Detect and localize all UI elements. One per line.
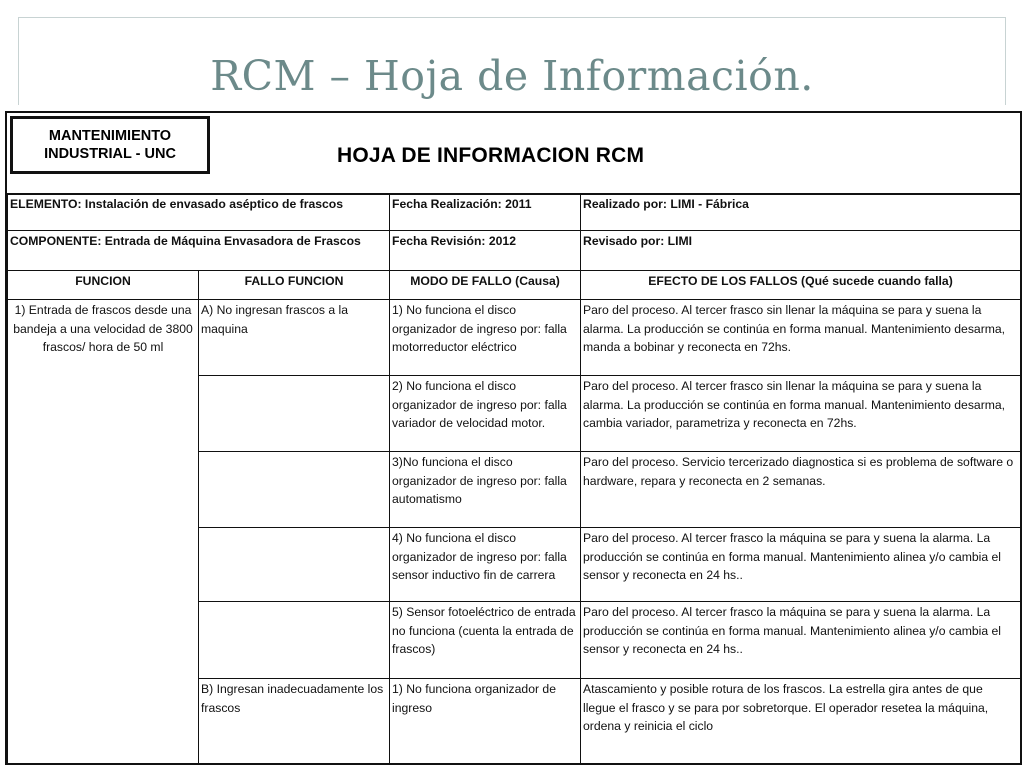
slide-title: RCM – Hoja de Información.	[210, 52, 814, 100]
efecto-cell: Paro del proceso. Al tercer frasco la máquina se para y suena la alarma. La producción se continúa en forma manual. Mantenimiento alinea y/o cambia el sensor y reconecta en 24 hs..	[581, 528, 1021, 602]
organization-line-1: MANTENIMIENTO	[48, 128, 172, 144]
meta-row-componente	[8, 231, 1021, 271]
efecto-cell: Paro del proceso. Al tercer frasco sin llenar la máquina se para y suena la alarma. La producción se continúa en forma manual. Mantenimiento desarma, manda a bobinar y reconecta en 72hs.	[581, 300, 1021, 376]
efecto-cell: Atascamiento y posible rotura de los frascos. La estrella gira antes de que llegue el frasco y se para por sobretorque. El operador resetea la máquina, ordena y reinicia el ciclo	[581, 679, 1021, 765]
realizado-por-cell: Realizado por: LIMI - Fábrica	[581, 194, 1021, 231]
document-heading: HOJA DE INFORMACION RCM	[337, 144, 645, 167]
modo-de-fallo-cell: 4) No funciona el disco organizador de ingreso por: falla sensor inductivo fin de carrera	[390, 528, 581, 602]
column-header-funcion: FUNCION	[8, 271, 199, 300]
fallo-funcion-empty-cell	[199, 602, 390, 679]
fallo-funcion-empty-cell	[199, 528, 390, 602]
modo-de-fallo-cell: 1) No funciona organizador de ingreso	[390, 679, 581, 765]
modo-de-fallo-cell: 5) Sensor fotoeléctrico de entrada no funciona (cuenta la entrada de frascos)	[390, 602, 581, 679]
revisado-por-cell: Revisado por: LIMI	[581, 231, 1021, 271]
column-header-row	[8, 271, 1021, 300]
fallo-funcion-empty-cell	[199, 452, 390, 528]
table-row	[8, 300, 1021, 376]
column-header-modo-de-fallo: MODO DE FALLO (Causa)	[390, 271, 581, 300]
modo-de-fallo-cell: 3)No funciona el disco organizador de ingreso por: falla automatismo	[390, 452, 581, 528]
sheet-header	[7, 113, 1020, 195]
funcion-cell: 1) Entrada de frascos desde una bandeja a una velocidad de 3800 frascos/ hora de 50 ml	[8, 300, 199, 765]
efecto-cell: Paro del proceso. Servicio tercerizado diagnostica si es problema de software o hardware, repara y reconecta en 2 semanas.	[581, 452, 1021, 528]
elemento-cell: ELEMENTO: Instalación de envasado aséptico de frascos	[8, 194, 390, 231]
modo-de-fallo-cell: 2) No funciona el disco organizador de ingreso por: falla variador de velocidad motor.	[390, 376, 581, 452]
efecto-cell: Paro del proceso. Al tercer frasco sin llenar la máquina se para y suena la alarma. La producción se continúa en forma manual. Mantenimiento desarma, cambia variador, parametriza y reconecta en 72hs.	[581, 376, 1021, 452]
fecha-revision-cell: Fecha Revisión: 2012	[390, 231, 581, 271]
fallo-funcion-a-cell: A) No ingresan frascos a la maquina	[199, 300, 390, 376]
organization-line-2: INDUSTRIAL - UNC	[44, 146, 176, 162]
fecha-realizacion-cell: Fecha Realización: 2011	[390, 194, 581, 231]
modo-de-fallo-cell: 1) No funciona el disco organizador de ingreso por: falla motorreductor eléctrico	[390, 300, 581, 376]
rcm-table	[7, 193, 1021, 765]
column-header-efecto: EFECTO DE LOS FALLOS (Qué sucede cuando falla)	[581, 271, 1021, 300]
meta-row-elemento	[8, 194, 1021, 231]
organization-box	[10, 116, 210, 174]
fallo-funcion-empty-cell	[199, 376, 390, 452]
componente-cell: COMPONENTE: Entrada de Máquina Envasadora de Frascos	[8, 231, 390, 271]
efecto-cell: Paro del proceso. Al tercer frasco la máquina se para y suena la alarma. La producción se continúa en forma manual. Mantenimiento alinea y/o cambia el sensor y reconecta en 24 hs..	[581, 602, 1021, 679]
column-header-fallo-funcion: FALLO FUNCION	[199, 271, 390, 300]
rcm-information-sheet	[5, 111, 1022, 765]
fallo-funcion-b-cell: B) Ingresan inadecuadamente los frascos	[199, 679, 390, 765]
